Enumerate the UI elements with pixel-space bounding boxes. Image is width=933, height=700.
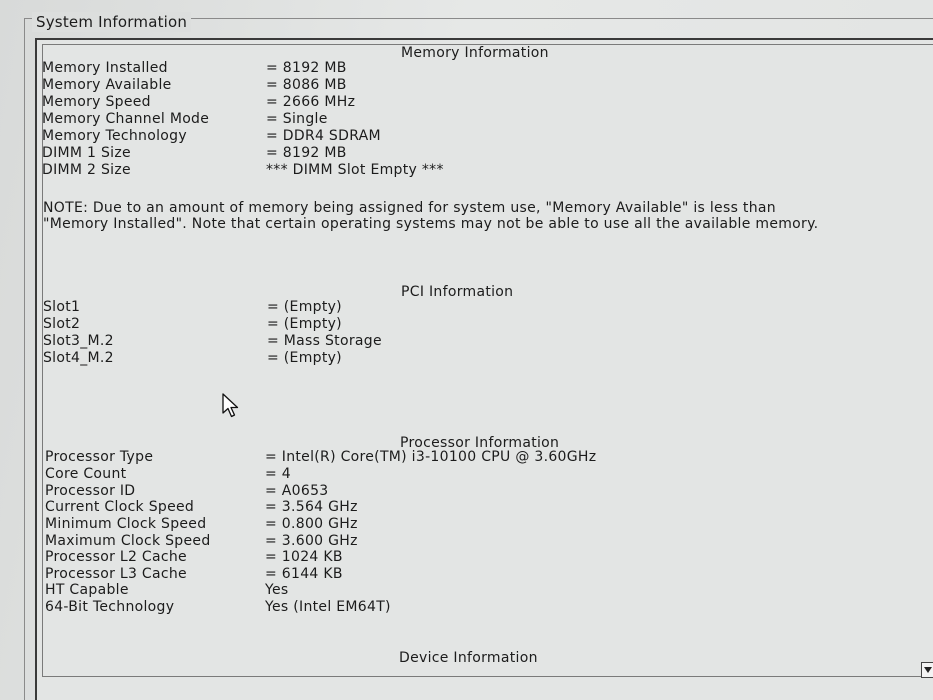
row-label: Processor Type [45, 449, 154, 465]
device-section-title: Device Information [399, 650, 538, 666]
row-value: = Intel(R) Core(TM) i3-10100 CPU @ 3.60GHz [265, 449, 597, 465]
pci-section-title: PCI Information [401, 284, 514, 300]
row-value: = 8192 MB [266, 145, 347, 161]
row-value: = (Empty) [267, 316, 342, 332]
row-value: = 3.600 GHz [265, 533, 358, 549]
row-value: = 8192 MB [266, 60, 347, 76]
scroll-down-icon [922, 663, 933, 677]
row-value: = A0653 [265, 483, 329, 499]
memory-section-title: Memory Information [401, 45, 549, 61]
scroll-down-button[interactable] [921, 662, 933, 678]
row-label: Memory Installed [42, 60, 168, 76]
row-label: Current Clock Speed [45, 499, 195, 515]
row-value: *** DIMM Slot Empty *** [266, 162, 444, 178]
row-label: Minimum Clock Speed [45, 516, 207, 532]
row-label: Processor L2 Cache [45, 549, 187, 565]
row-label: Processor L3 Cache [45, 566, 187, 582]
row-label: Slot1 [43, 299, 81, 315]
row-value: = 2666 MHz [266, 94, 356, 110]
row-label: Slot2 [43, 316, 81, 332]
row-label: Maximum Clock Speed [45, 533, 211, 549]
row-value: = 4 [265, 466, 291, 482]
processor-section-title: Processor Information [400, 435, 560, 451]
row-label: Slot3_M.2 [43, 333, 114, 349]
row-label: HT Capable [45, 582, 129, 598]
row-label: Memory Channel Mode [42, 111, 210, 127]
row-value: = Single [266, 111, 328, 127]
row-label: Processor ID [45, 483, 136, 499]
memory-note: NOTE: Due to an amount of memory being assigned for system use, "Memory Available" is less than "Memory Installed". Note that certain operating systems may not be able to use all the available memory. [43, 200, 819, 232]
row-value: = DDR4 SDRAM [266, 128, 381, 144]
row-value: = 3.564 GHz [265, 499, 358, 515]
row-label: DIMM 1 Size [42, 145, 131, 161]
row-label: Memory Available [42, 77, 172, 93]
row-label: DIMM 2 Size [42, 162, 131, 178]
row-value: = (Empty) [267, 299, 342, 315]
row-value: = Mass Storage [267, 333, 382, 349]
group-title: System Information [32, 12, 191, 32]
row-value: Yes (Intel EM64T) [265, 599, 391, 615]
row-label: Memory Technology [42, 128, 187, 144]
row-value: Yes [265, 582, 289, 598]
row-value: = (Empty) [267, 350, 342, 366]
row-label: 64-Bit Technology [45, 599, 175, 615]
row-value: = 8086 MB [266, 77, 347, 93]
row-label: Core Count [45, 466, 127, 482]
row-value: = 0.800 GHz [265, 516, 358, 532]
row-value: = 1024 KB [265, 549, 343, 565]
row-label: Memory Speed [42, 94, 151, 110]
row-label: Slot4_M.2 [43, 350, 114, 366]
mouse-pointer-icon [222, 393, 242, 419]
row-value: = 6144 KB [265, 566, 343, 582]
